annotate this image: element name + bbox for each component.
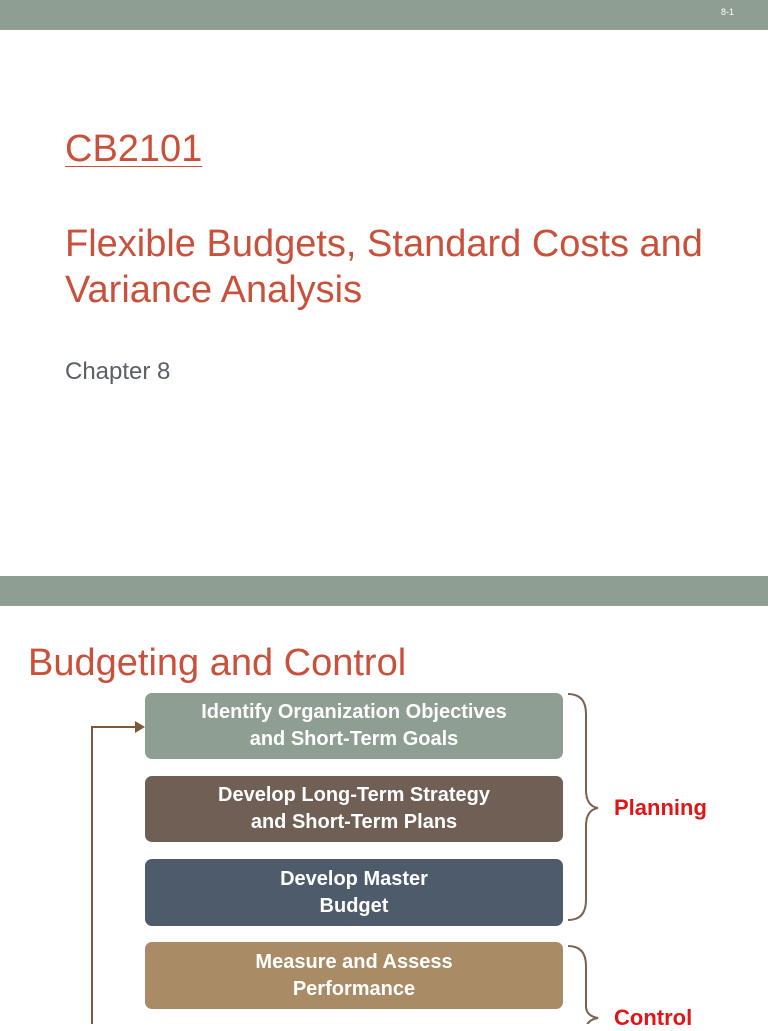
step-identify-objectives: Identify Organization Objectives and Short-Term Goals [145, 693, 563, 759]
planning-label: Planning [614, 795, 707, 820]
slide-divider-band [0, 576, 768, 606]
chapter-label: Chapter 8 [65, 358, 171, 385]
slide-number: 8-1 [720, 7, 734, 17]
step-measure-performance: Measure and Assess Performance [145, 942, 563, 1009]
slide2-title: Budgeting and Control [28, 642, 407, 684]
top-header-band [0, 0, 768, 30]
course-code: CB2101 [65, 128, 203, 170]
control-label: Control [614, 1005, 693, 1030]
slide-title: Flexible Budgets, Standard Costs and Variance Analysis [65, 223, 703, 311]
step-develop-strategy: Develop Long-Term Strategy and Short-Term Plans [145, 776, 563, 842]
step-develop-master-budget: Develop Master Budget [145, 859, 563, 926]
